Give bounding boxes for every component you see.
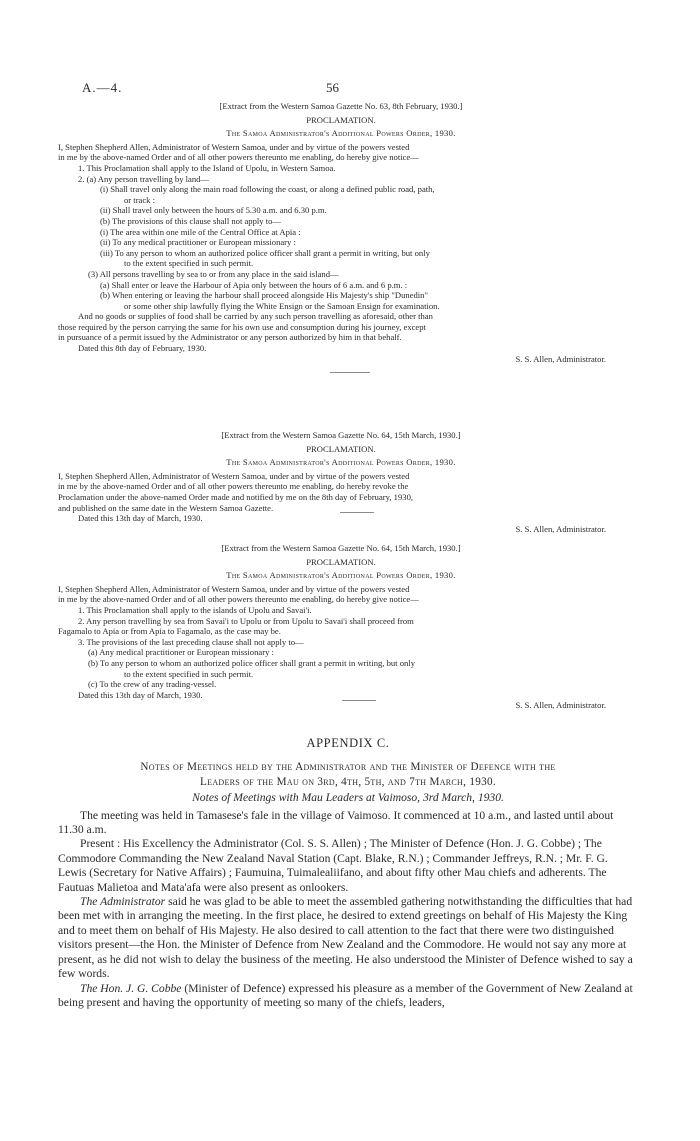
section-divider: [342, 700, 376, 701]
body-line: to the extent specified in such permit.: [124, 258, 254, 269]
body-line: (a) Shall enter or leave the Harbour of Apia only between the hours of 6 a.m. and 6 p.m. :: [100, 279, 408, 290]
speaker-name: The Administrator: [80, 895, 166, 909]
signature: S. S. Allen, Administrator.: [515, 353, 606, 364]
body-line: (i) The area within one mile of the Central Office at Apia :: [100, 226, 301, 237]
appendix-heading-line-2: Leaders of the Mau on 3rd, 4th, 5th, and 7th March, 1930.: [200, 775, 496, 788]
appendix-title: APPENDIX C.: [306, 736, 390, 750]
body-line: in me by the above-named Order and of all other powers thereunto me enabling, do hereby revoke the: [58, 481, 409, 492]
dated-line: Dated this 8th day of February, 1930.: [78, 343, 207, 354]
body-line: in me by the above-named Order and of all other powers thereunto me enabling, do hereby give notice—: [58, 594, 419, 605]
extract-source: [Extract from the Western Samoa Gazette No. 64, 15th March, 1930.]: [221, 543, 461, 553]
body-line: Fagamalo to Apia or from Apia to Fagamalo, as the case may be.: [58, 626, 281, 637]
body-line: And no goods or supplies of food shall be carried by any such person travelling as aforesaid, other than: [78, 311, 433, 322]
order-subtitle: The Samoa Administrator's Additional Powers Order, 1930.: [226, 457, 456, 468]
gazette-extract-2: [58, 430, 624, 534]
signature: S. S. Allen, Administrator.: [515, 523, 606, 534]
body-line: (b) The provisions of this clause shall not apply to—: [100, 215, 282, 226]
dated-line: Dated this 13th day of March, 1930.: [78, 513, 203, 524]
body-line: (c) To the crew of any trading-vessel.: [88, 679, 217, 690]
speech-text: said he was glad to be able to meet the assembled gathering notwithstanding the difficulties that had been met with in arranging the meeting. In the first place, he desired to extend greetings on behalf of His Majesty the King and to meet them on behalf of His Majesty. He also desired to call attention to the fact that there were two distinguished visitors present—the Hon. the Minister of Defence from New Zealand and the Commodore. He would not say any more at present, as he did not wish to delay the business of the meeting. He also understood the Minister of Defence wished to say a few words.: [58, 895, 633, 981]
body-line: (b) To any person to whom an authorized police officer shall grant a permit in writing, but only: [88, 657, 415, 668]
page-header: [0, 80, 700, 96]
paragraph-present: Present : His Excellency the Administrator (Col. S. S. Allen) ; The Minister of Defence (Hon. J. G. Cobbe) ; The Commodore Commanding the New Zealand Naval Station (Capt. Blake, R.N.) ; Commander Jeffreys, R.N. ; Mr. F. G. Lewis (Secretary for Native Affairs) ; Faumuina, Tuimalealiifano, and about fifty other Mau chiefs and adherents. The Fautuas Malietoa and Mata'afa were also present as onlookers.: [58, 837, 608, 894]
extract-source: [Extract from the Western Samoa Gazette No. 63, 8th February, 1930.]: [219, 101, 463, 111]
proclamation-title: PROCLAMATION.: [306, 114, 376, 125]
body-line: (b) When entering or leaving the harbour shall proceed alongside His Majesty's ship "Dunedin": [100, 290, 428, 301]
body-line: (ii) Shall travel only between the hours of 5.30 a.m. and 6.30 p.m.: [100, 205, 327, 216]
gazette-extract-1: [58, 101, 624, 364]
proclamation-title: PROCLAMATION.: [306, 556, 376, 567]
body-line: to the extent specified in such permit.: [124, 668, 254, 679]
speech-text: (Minister of Defence) expressed his pleasure as a member of the Government of New Zealand at being present and having the opportunity of meeting so many of the chiefs, leaders,: [58, 981, 633, 1009]
body-line: or some other ship lawfully flying the White Ensign or the Samoan Ensign for examination.: [124, 300, 440, 311]
gazette-extract-3: [58, 543, 624, 711]
dated-line: Dated this 13th day of March, 1930.: [78, 689, 203, 700]
appendix-c: [58, 736, 638, 1010]
section-divider: [330, 372, 370, 373]
body-line: in pursuance of a permit issued by the Administrator or any person authorized by him in that behalf.: [58, 332, 402, 343]
section-divider: [340, 512, 374, 513]
body-line: I, Stephen Shepherd Allen, Administrator of Western Samoa, under and by virtue of the powers vested: [58, 141, 410, 152]
order-subtitle: The Samoa Administrator's Additional Powers Order, 1930.: [226, 570, 456, 581]
paragraph-administrator: [58, 895, 638, 981]
body-line: in me by the above-named Order and of all other powers thereunto me enabling, do hereby give notice—: [58, 152, 419, 163]
body-line: or track :: [124, 194, 156, 205]
page-number: 56: [326, 80, 339, 95]
body-line: and published on the same date in the Western Samoa Gazette.: [58, 502, 274, 513]
body-line: 1. This Proclamation shall apply to the islands of Upolu and Savai'i.: [78, 604, 312, 615]
body-line: (a) Any medical practitioner or European missionary :: [88, 647, 274, 658]
body-line: 1. This Proclamation shall apply to the Island of Upolu, in Western Samoa.: [78, 162, 336, 173]
meeting-subheading: Notes of Meetings with Mau Leaders at Vaimoso, 3rd March, 1930.: [192, 791, 504, 805]
body-line: (iii) To any person to whom an authorized police officer shall grant a permit in writing, but only: [100, 247, 430, 258]
body-line: those required by the person carrying the same for his own use and consumption during his journey, except: [58, 321, 426, 332]
proclamation-title: PROCLAMATION.: [306, 443, 376, 454]
body-line: I, Stephen Shepherd Allen, Administrator of Western Samoa, under and by virtue of the powers vested: [58, 583, 410, 594]
extract-source: [Extract from the Western Samoa Gazette No. 64, 15th March, 1930.]: [221, 430, 461, 440]
body-line: 2. Any person travelling by sea from Savai'i to Upolu or from Upolu to Savai'i shall proceed from: [78, 615, 414, 626]
paragraph-minister: [58, 982, 638, 1011]
signature: S. S. Allen, Administrator.: [515, 700, 606, 711]
body-line: Proclamation under the above-named Order made and notified by me on the 8th day of February, 1930,: [58, 491, 414, 502]
body-line: (3) All persons travelling by sea to or from any place in the said island—: [88, 268, 339, 279]
order-subtitle: The Samoa Administrator's Additional Powers Order, 1930.: [226, 128, 456, 139]
document-reference: A.—4.: [82, 80, 123, 95]
speaker-name: The Hon. J. G. Cobbe: [80, 981, 182, 995]
paragraph-meeting-time: The meeting was held in Tamasese's fale in the village of Vaimoso. It commenced at 10 a.m., and lasted until about 11.30 a.m.: [58, 808, 614, 837]
body-line: (i) Shall travel only along the main road following the coast, or along a defined public road, path,: [100, 184, 435, 195]
body-line: 3. The provisions of the last preceding clause shall not apply to—: [78, 636, 304, 647]
body-line: I, Stephen Shepherd Allen, Administrator of Western Samoa, under and by virtue of the powers vested: [58, 470, 410, 481]
appendix-heading-line-1: Notes of Meetings held by the Administrator and the Minister of Defence with the: [140, 761, 556, 774]
body-line: (ii) To any medical practitioner or European missionary :: [100, 237, 296, 248]
body-line: 2. (a) Any person travelling by land—: [78, 173, 210, 184]
